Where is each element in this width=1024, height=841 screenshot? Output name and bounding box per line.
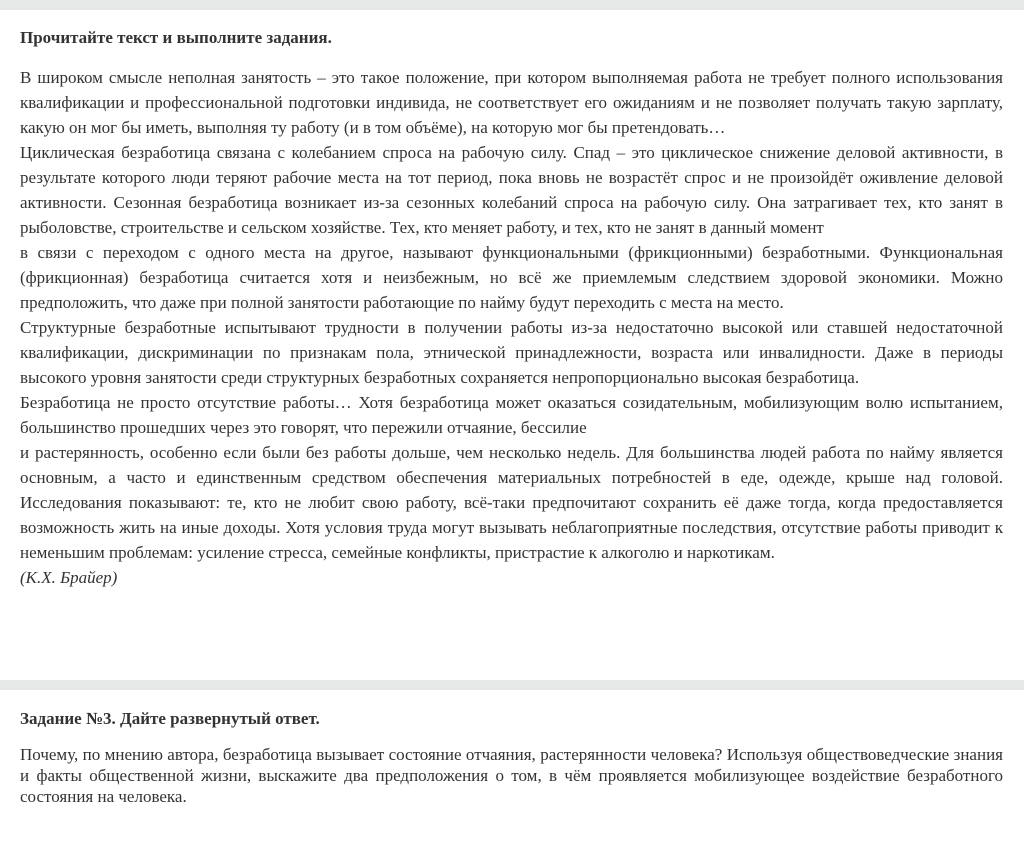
- task-heading: Задание №3. Дайте развернутый ответ.: [20, 709, 320, 728]
- task-section: [0, 690, 1024, 807]
- top-divider: [0, 0, 1024, 10]
- reading-heading: Прочитайте текст и выполните задания.: [20, 28, 332, 47]
- paragraph: и растерянность, особенно если были без работы дольше, чем несколько недель. Для большинства людей работа по найму является основным, а часто и единственным средством обеспечения материальных потребностей в еде, одежде, крыше над головой. Исследования показывают: те, кто не любит свою работу, всё-таки предпочитают сохранить её даже тогда, когда предоставляется возможность жить на иные доходы. Хотя условия труда могут вызывать неблагоприятные последствия, отсутствие работы приводит к неменьшим проблемам: усиление стресса, семейные конфликты, пристрастие к алкоголю и наркотикам.: [20, 443, 1003, 562]
- reading-passage: [0, 10, 1024, 680]
- paragraph: В широком смысле неполная занятость – это такое положение, при котором выполняемая работа не требует полного использования квалификации и профессиональной подготовки индивида, не соответствует его ожиданиям и не позволяет получать такую зарплату, какую он мог бы иметь, выполняя ту работу (и в том объёме), на которую мог бы претендовать…: [20, 68, 1003, 137]
- paragraph: Структурные безработные испытывают трудности в получении работы из-за недостаточно высокой или ставшей недостаточной квалификации, дискриминации по признакам пола, этнической принадлежности, возраста или инвалидности. Даже в периоды высокого уровня занятости среди структурных безработных сохраняется непропорционально высокая безработица.: [20, 318, 1003, 387]
- paragraph: в связи с переходом с одного места на другое, называют функциональными (фрикционными) безработными. Функциональная (фрикционная) безработица считается хотя и неизбежным, но всё же приемлемым следствием здоровой экономики. Можно предположить, что даже при полной занятости работающие по найму будут переходить с места на место.: [20, 243, 1003, 312]
- paragraph: Безработица не просто отсутствие работы… Хотя безработица может оказаться созидательным, мобилизующим волю испытанием, большинство прошедших через это говорят, что пережили отчаяние, бессилие: [20, 393, 1003, 437]
- author-attribution: (К.Х. Брайер): [20, 568, 118, 587]
- paragraph: Циклическая безработица связана с колебанием спроса на рабочую силу. Спад – это циклическое снижение деловой активности, в результате которого люди теряют рабочие места на тот период, пока вновь не возрастёт спрос и не произойдёт оживление деловой активности. Сезонная безработица возникает из-за сезонных колебаний спроса на рабочую силу. Она затрагивает тех, кто занят в рыболовстве, строительстве и сельском хозяйстве. Тех, кто меняет работу, и тех, кто не занят в данный момент: [20, 143, 1003, 237]
- task-question: Почему, по мнению автора, безработица вызывает состояние отчаяния, растерянности человека? Используя обществоведческие знания и факты общественной жизни, выскажите два предположения о том, в чём проявляется мобилизующее воздействие безработного состояния на человека.: [20, 745, 1003, 806]
- section-divider: [0, 680, 1024, 690]
